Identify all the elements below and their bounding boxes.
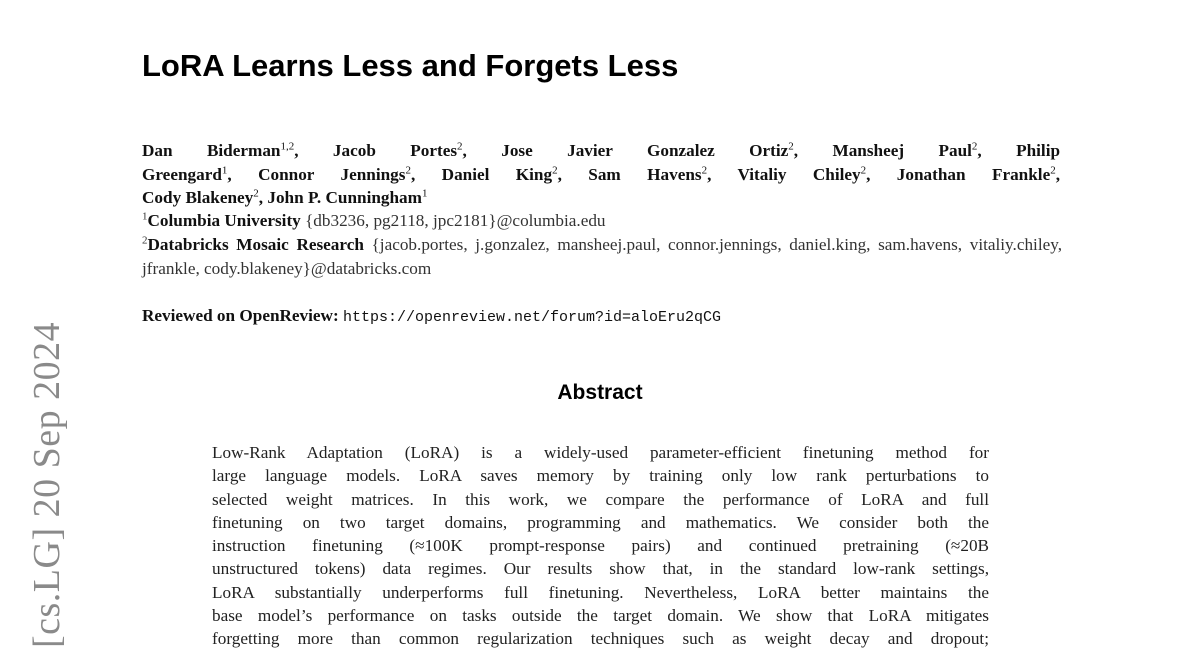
author-name: Philip: [1016, 141, 1061, 160]
author-name: Daniel King: [441, 164, 553, 184]
abstract-body: [212, 441, 989, 651]
author-name: Vitaliy Chiley: [737, 164, 861, 184]
author-name: Greengard: [142, 164, 222, 184]
affiliation-columbia: $^1$Columbia University {db3236, pg2118, jpc2181}@columbia.edu: [142, 210, 606, 230]
author-name: Cody Blakeney: [142, 188, 254, 207]
author-name: Mansheej Paul: [832, 141, 972, 160]
abstract-line: instruction finetuning (≈100K prompt-response pairs) and continued pretraining (≈20B: [212, 536, 989, 556]
author-name: John P. Cunningham: [267, 188, 422, 207]
arxiv-stamp: [22, 300, 72, 648]
author-name: Jose Javier Gonzalez Ortiz: [501, 141, 789, 160]
author-name: Jacob Portes: [332, 141, 458, 160]
abstract-heading: Abstract: [557, 381, 643, 404]
abstract-line: forgetting more than common regularization techniques such as weight decay and dropout;: [212, 629, 989, 649]
openreview-line: [142, 304, 721, 329]
institution-name: Columbia University: [147, 211, 301, 230]
author-line-1: Dan Biderman$^{1,2}$, Jacob Portes$^2$, Jose Javier Gonzalez Ortiz$^2$, Mansheej Paul$^2$, Philip: [142, 140, 1061, 160]
author-name: Jonathan Frankle: [896, 164, 1051, 184]
abstract-line: LoRA substantially underperforms full finetuning. Nevertheless, LoRA better maintains the: [212, 582, 989, 602]
abstract-line: finetuning on two target domains, programming and mathematics. We consider both the: [212, 512, 989, 532]
abstract-line: unstructured tokens) data regimes. Our results show that, in the standard low-rank settings,: [212, 559, 989, 579]
author-line-3: Cody Blakeney$^2$, John P. Cunningham$^1$: [142, 187, 428, 207]
affiliation-emails: {jacob.portes, j.gonzalez, mansheej.paul, connor.jennings, daniel.king, sam.havens, vitaliy.chiley, jfrankle, cody.blakeney}@databricks.com: [142, 235, 1063, 278]
openreview-label: Reviewed on OpenReview:: [142, 306, 339, 325]
author-list: [142, 139, 1060, 210]
author-line-2: Greengard$^1$, Connor Jennings$^2$, Daniel King$^2$, Sam Havens$^2$, Vitaliy Chiley$^2$, Jonathan Frankle$^2$,: [142, 163, 1060, 184]
affiliation-databricks: $^2$Databricks Mosaic Research {jacob.portes, j.gonzalez, mansheej.paul, connor.jennings, daniel.king, sam.havens, vitaliy.chiley, jfrankle, cody.blakeney}@databricks.com: [142, 234, 1063, 278]
paper-title: LoRA Learns Less and Forgets Less: [142, 48, 679, 83]
abstract-line: base model’s performance on tasks outside the target domain. We show that LoRA mitigates: [212, 606, 989, 626]
author-name: Connor Jennings: [258, 164, 406, 184]
author-name: Dan Biderman: [142, 141, 281, 160]
abstract-line: selected weight matrices. In this work, we compare the performance of LoRA and full: [212, 489, 989, 509]
abstract-line: Low-Rank Adaptation (LoRA) is a widely-used parameter-efficient finetuning method for: [212, 443, 989, 462]
author-name: Sam Havens: [588, 164, 702, 184]
arxiv-stamp-text: [cs.LG] 20 Sep 2024: [26, 321, 68, 648]
institution-name: Databricks Mosaic Research: [147, 235, 364, 254]
abstract-line: large language models. LoRA saves memory by training only low rank perturbations to: [212, 466, 989, 486]
affiliation-emails: {db3236, pg2118, jpc2181}@columbia.edu: [305, 211, 606, 230]
openreview-link[interactable]: https://openreview.net/forum?id=aloEru2qCG: [342, 309, 722, 326]
